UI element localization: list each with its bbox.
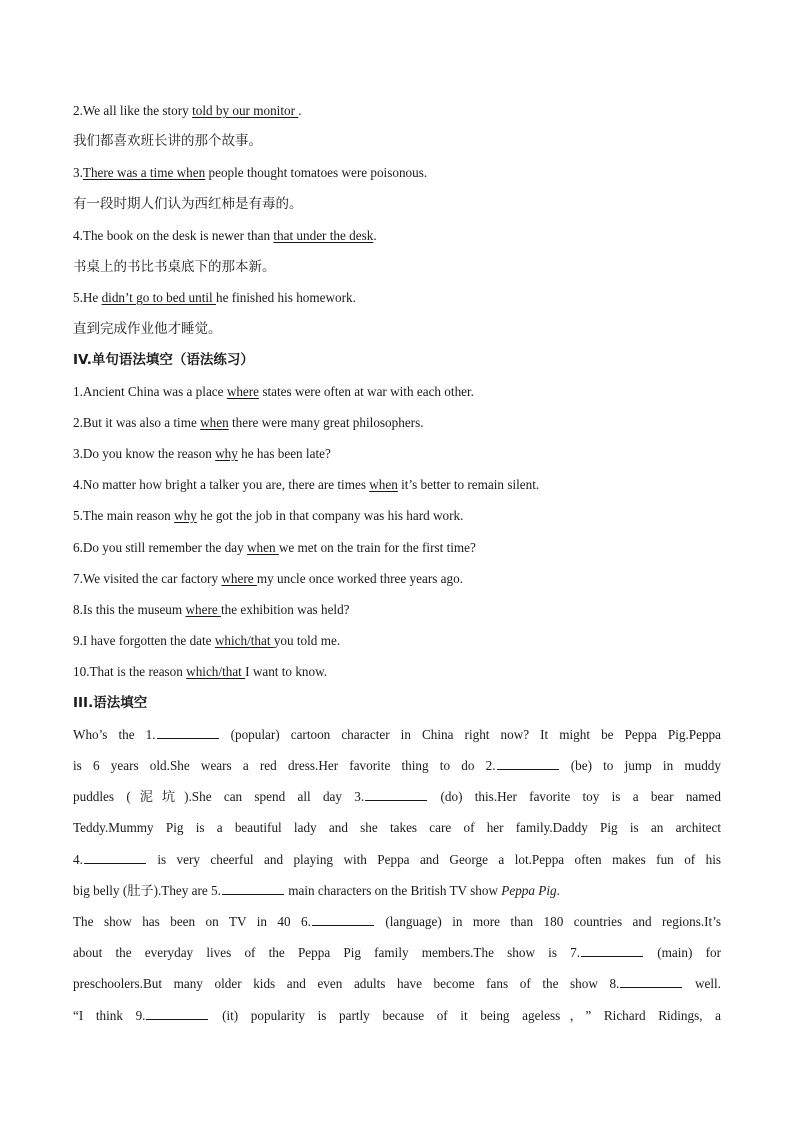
passage-line: “I think 9. (it) popularity is partly because of it being ageless，” Richard Ridings, a xyxy=(73,1008,722,1023)
translation-item-5 xyxy=(73,289,356,307)
sentence-text: We all like the story xyxy=(82,103,193,118)
sentence-text: people thought tomatoes were poisonous. xyxy=(205,165,428,180)
passage-line: Who’s the 1. (popular) cartoon character in China right now? It might be Peppa Pig.Peppa xyxy=(73,727,721,742)
answer-text: where xyxy=(221,571,257,586)
fill-blank[interactable] xyxy=(581,944,643,957)
sentence-text: he finished his homework. xyxy=(216,290,356,305)
item-number: 2. xyxy=(73,103,83,118)
item-number: 4. xyxy=(73,228,83,243)
answer-text: which/that xyxy=(214,633,274,648)
item-number: 3. xyxy=(73,165,83,180)
answer-text: why xyxy=(174,508,197,523)
chinese-translation: 我们都喜欢班长讲的那个故事。 xyxy=(73,133,262,149)
fill-blank[interactable] xyxy=(312,913,374,926)
sentence-text: . xyxy=(298,103,302,118)
item-number: 5. xyxy=(73,290,83,305)
exercise-item: 1.Ancient China was a place where states were often at war with each other. xyxy=(73,384,474,399)
chinese-translation: 有一段时期人们认为西红柿是有毒的。 xyxy=(73,196,303,212)
answer-text: where xyxy=(226,384,260,399)
passage-line: big belly (肚子).They are 5. main characters on the British TV show Peppa Pig. xyxy=(73,883,560,898)
exercise-item: 3.Do you know the reason why he has been late? xyxy=(73,446,331,461)
translation-item-3 xyxy=(73,164,427,182)
show-title: Peppa Pig xyxy=(501,883,557,898)
translation-item-2 xyxy=(73,102,302,120)
answer-text: where xyxy=(185,602,221,617)
fill-blank[interactable] xyxy=(620,975,682,988)
fill-blank[interactable] xyxy=(157,726,219,739)
chinese-translation: 直到完成作业他才睡觉。 xyxy=(73,321,222,337)
section-heading: IV.单句语法填空（语法练习） xyxy=(73,352,254,368)
chinese-translation: 书桌上的书比书桌底下的那本新。 xyxy=(73,259,276,275)
passage-line: puddles (泥坑).She can spend all day 3. (do) this.Her favorite toy is a bear named xyxy=(73,789,721,804)
answer-text: that under the desk xyxy=(273,228,374,243)
answer-text: didn’t go to bed until xyxy=(101,290,216,305)
passage-line: preschoolers.But many older kids and even adults have become fans of the show 8. well. xyxy=(73,976,721,991)
passage-line: The show has been on TV in 40 6. (language) in more than 180 countries and regions.It’s xyxy=(73,914,721,929)
exercise-item: 4.No matter how bright a talker you are, there are times when it’s better to remain silent. xyxy=(73,477,540,492)
section-heading: III.语法填空 xyxy=(73,695,148,711)
sentence-text: The book on the desk is newer than xyxy=(82,228,274,243)
answer-text: when xyxy=(369,477,398,492)
exercise-item: 9.I have forgotten the date which/that you told me. xyxy=(73,633,341,648)
answer-text: which/that xyxy=(186,664,246,679)
answer-text: when xyxy=(200,415,229,430)
fill-blank[interactable] xyxy=(84,851,146,864)
exercise-item: 5.The main reason why he got the job in that company was his hard work. xyxy=(73,508,464,523)
passage-line: is 6 years old.She wears a red dress.Her favorite thing to do 2. (be) to jump in muddy xyxy=(73,758,721,773)
answer-text: when xyxy=(246,540,279,555)
passage-line: Teddy.Mummy Pig is a beautiful lady and she takes care of her family.Daddy Pig is an architect xyxy=(73,820,721,835)
passage-line: 4. is very cheerful and playing with Peppa and George a lot.Peppa often makes fun of his xyxy=(73,852,721,867)
sentence-text: . xyxy=(373,228,377,243)
exercise-item: 6.Do you still remember the day when we met on the train for the first time? xyxy=(73,540,476,555)
passage-line: about the everyday lives of the Peppa Pig family members.The show is 7. (main) for xyxy=(73,945,721,960)
exercise-item: 8.Is this the museum where the exhibition was held? xyxy=(73,602,350,617)
fill-blank[interactable] xyxy=(497,757,559,770)
answer-text: There was a time when xyxy=(82,165,206,180)
exercise-item: 2.But it was also a time when there were many great philosophers. xyxy=(73,415,424,430)
answer-text: told by our monitor xyxy=(192,103,299,118)
sentence-text: He xyxy=(82,290,102,305)
answer-text: why xyxy=(215,446,238,461)
exercise-item: 10.That is the reason which/that I want to know. xyxy=(73,664,328,679)
fill-blank[interactable] xyxy=(365,788,427,801)
fill-blank[interactable] xyxy=(146,1007,208,1020)
translation-item-4 xyxy=(73,227,377,245)
exercise-item: 7.We visited the car factory where my uncle once worked three years ago. xyxy=(73,571,464,586)
fill-blank[interactable] xyxy=(222,882,284,895)
